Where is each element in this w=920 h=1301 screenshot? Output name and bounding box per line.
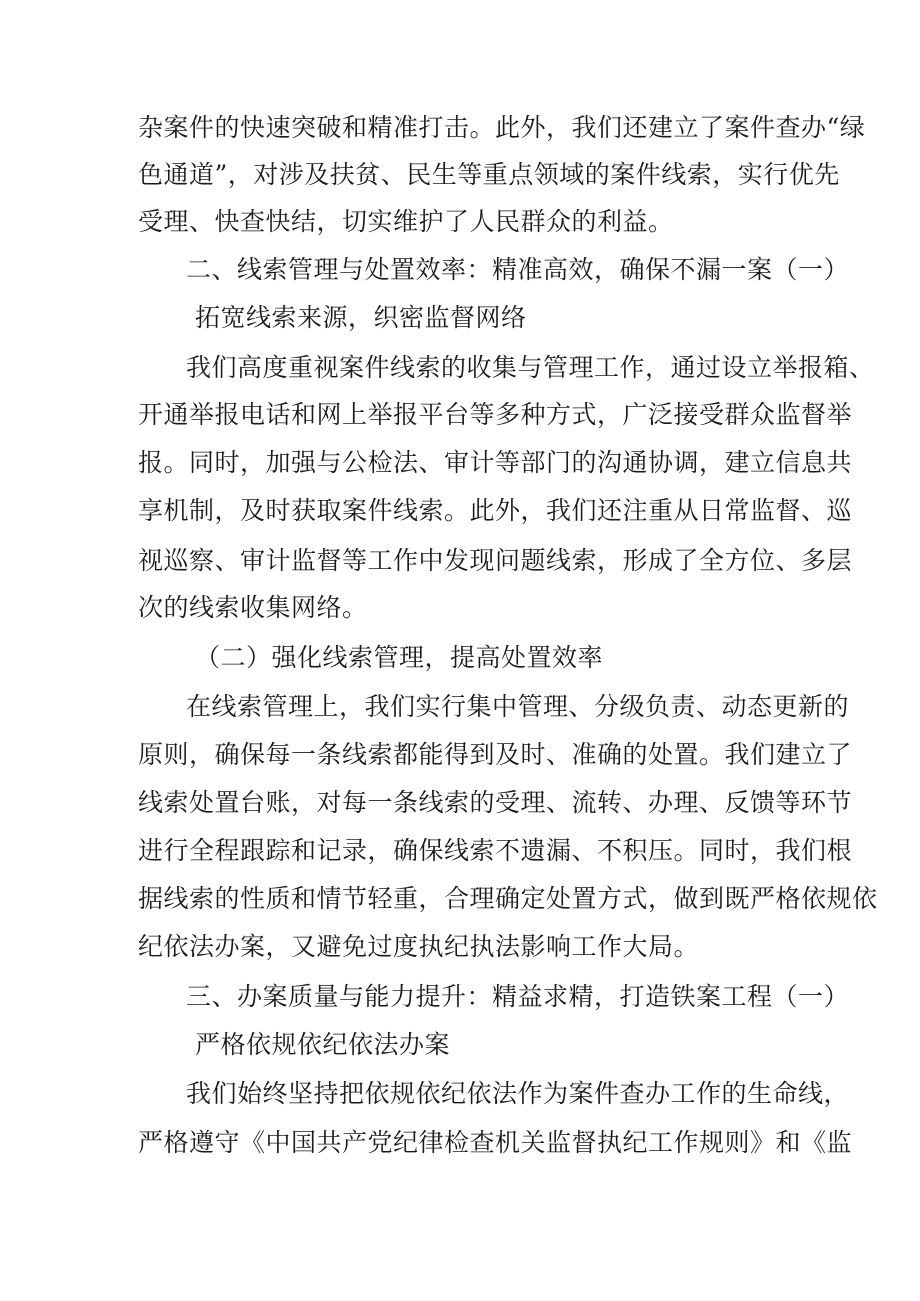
text-line: 次的线索收集网络。: [138, 593, 368, 622]
text-line: 进行全程跟踪和记录，确保线索不遗漏、不积压。同时，我们根: [138, 836, 853, 865]
section-heading: 三、办案质量与能力提升：精益求精，打造铁案工程（一）: [186, 982, 850, 1011]
paragraph-first-line: 我们高度重视案件线索的收集与管理工作，通过设立举报箱、: [186, 353, 875, 382]
subsection-heading: 拓宽线索来源，织密监督网络: [195, 303, 527, 332]
text-line: 视巡察、审计监督等工作中发现问题线索，形成了全方位、多层: [138, 546, 853, 575]
text-line: 线索处置台账，对每一条线索的受理、流转、办理、反馈等环节: [138, 788, 853, 817]
subsection-heading: （二）强化线索管理，提高处置效率: [195, 643, 604, 672]
subsection-heading: 严格依规依纪依法办案: [195, 1030, 451, 1059]
text-line: 开通举报电话和网上举报平台等多种方式，广泛接受群众监督举: [138, 400, 853, 429]
text-line: 原则，确保每一条线索都能得到及时、准确的处置。我们建立了: [138, 740, 853, 769]
text-line: 受理、快查快结，切实维护了人民群众的利益。: [138, 207, 674, 236]
text-line: 纪依法办案，又避免过度执纪执法影响工作大局。: [138, 932, 700, 961]
paragraph-first-line: 在线索管理上，我们实行集中管理、分级负责、动态更新的: [186, 692, 850, 721]
text-line: 色通道”，对涉及扶贫、民生等重点领域的案件线索，实行优先: [138, 160, 840, 189]
paragraph-first-line: 我们始终坚持把依规依纪依法作为案件查办工作的生命线，: [186, 1079, 850, 1108]
text-line: 严格遵守《中国共产党纪律检查机关监督执纪工作规则》和《监: [138, 1128, 853, 1157]
text-line: 享机制，及时获取案件线索。此外，我们还注重从日常监督、巡: [138, 496, 853, 525]
section-heading: 二、线索管理与处置效率：精准高效，确保不漏一案（一）: [186, 255, 850, 284]
text-line: 报。同时，加强与公检法、审计等部门的沟通协调，建立信息共: [138, 448, 853, 477]
text-line: 杂案件的快速突破和精准打击。此外，我们还建立了案件查办“绿: [138, 113, 866, 142]
text-line: 据线索的性质和情节轻重，合理确定处置方式，做到既严格依规依: [138, 884, 878, 913]
